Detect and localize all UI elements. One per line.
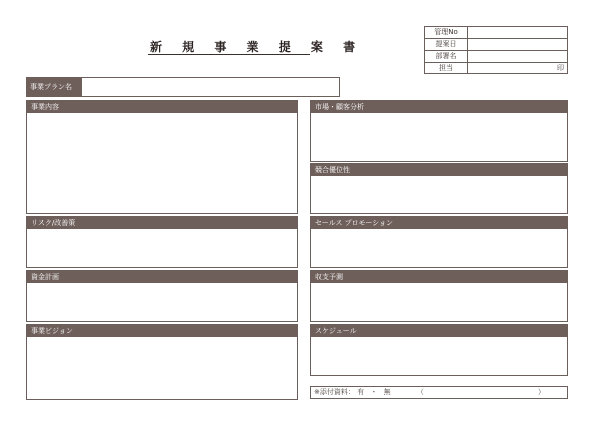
section-field-sales-promotion[interactable] xyxy=(311,229,567,267)
seal-mark: 印 xyxy=(557,64,564,72)
section-competitive-advantage xyxy=(310,163,568,214)
section-sales-promotion xyxy=(310,216,568,268)
section-funding-plan xyxy=(26,270,298,322)
attachment-close-paren: ） xyxy=(538,388,545,396)
attachment-no-option[interactable]: 無 xyxy=(383,388,391,396)
admin-label-management-no: 管理No xyxy=(425,27,468,38)
admin-row-person-in-charge xyxy=(425,63,567,75)
section-risk xyxy=(26,216,298,268)
section-field-schedule[interactable] xyxy=(311,337,567,375)
plan-name-field[interactable] xyxy=(82,77,340,97)
admin-box xyxy=(424,26,568,74)
section-header-business-content: 事業内容 xyxy=(27,101,297,113)
section-field-funding-plan[interactable] xyxy=(27,283,297,321)
section-revenue-forecast xyxy=(310,270,568,322)
section-header-schedule: スケジュール xyxy=(311,325,567,337)
admin-row-proposal-date xyxy=(425,39,567,51)
section-field-risk[interactable] xyxy=(27,229,297,267)
section-schedule xyxy=(310,324,568,376)
section-header-funding-plan: 資金計画 xyxy=(27,271,297,283)
attachment-row xyxy=(310,386,568,399)
attachment-label: ※添付資料： xyxy=(314,388,355,396)
section-header-competitive-advantage: 競合優位性 xyxy=(311,164,567,176)
admin-label-department: 部署名 xyxy=(425,51,468,62)
admin-label-person-in-charge: 担当 xyxy=(425,63,468,74)
section-header-vision: 事業ビジョン xyxy=(27,325,297,337)
section-field-revenue-forecast[interactable] xyxy=(311,283,567,321)
section-field-vision[interactable] xyxy=(27,337,297,399)
section-header-market-analysis: 市場・顧客分析 xyxy=(311,101,567,113)
attachment-separator: ・ xyxy=(370,388,378,396)
section-field-competitive-advantage[interactable] xyxy=(311,176,567,213)
section-header-risk: リスク/改善策 xyxy=(27,217,297,229)
section-field-business-content[interactable] xyxy=(27,113,297,213)
admin-row-department xyxy=(425,51,567,63)
admin-row-management-no xyxy=(425,27,567,39)
admin-label-proposal-date: 提案日 xyxy=(425,39,468,50)
section-market-analysis xyxy=(310,100,568,162)
attachment-open-paren: （ xyxy=(416,388,424,396)
attachment-yes-option[interactable]: 有 xyxy=(357,388,365,396)
title-underline xyxy=(148,54,310,55)
section-header-sales-promotion: セールス プロモーション xyxy=(311,217,567,229)
section-header-revenue-forecast: 収支予測 xyxy=(311,271,567,283)
section-vision xyxy=(26,324,298,400)
document-title: 新 規 事 業 提 案 書 xyxy=(150,40,364,54)
section-field-market-analysis[interactable] xyxy=(311,113,567,161)
plan-name-label: 事業プラン名 xyxy=(26,77,82,97)
section-business-content xyxy=(26,100,298,214)
